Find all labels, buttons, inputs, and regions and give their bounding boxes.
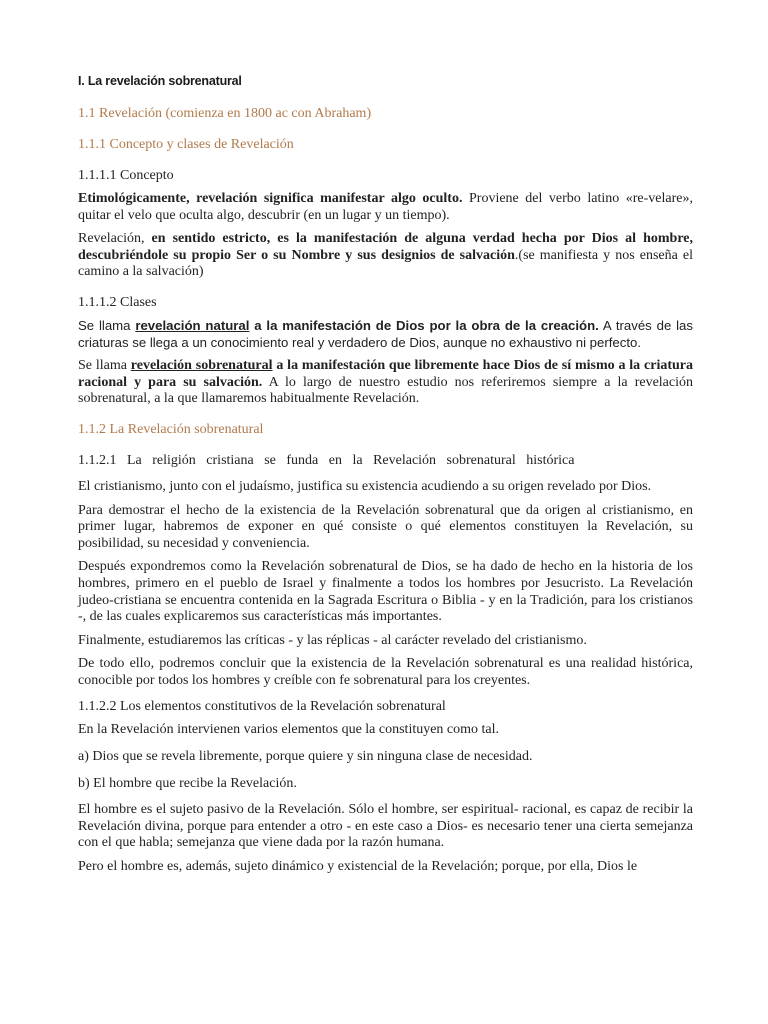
paragraph-text: Revelación, [78,231,152,247]
bold-text: a la manifestación que libremente hace Dios de sí mismo a la criatura racional y para su salvación. [78,358,693,390]
paragraph-cristianismo: El cristianismo, junto con el judaísmo, justifica su existencia acudiendo a su origen revelado por Dios. [78,478,652,494]
paragraph-item-a: a) Dios que se revela libremente, porque quiere y sin ninguna clase de necesidad. [78,749,533,765]
paragraph-etimologia [78,191,693,224]
document-page [78,68,693,883]
paragraph-item-b: b) El hombre que recibe la Revelación. [78,775,297,791]
paragraph-hombre-sujeto-pasivo: El hombre es el sujeto pasivo de la Revelación. Sólo el hombre, ser espiritual- racional, es capaz de recibir la Revelación divina, porque para entender a otro - en este caso a Dios- es necesario tener una cierta semejanza con el que habla; semejanza que viene dada por la razón humana. [78,802,693,851]
section-heading-1-1-1-1: 1.1.1.1 Concepto [78,168,174,183]
section-heading-1-1-2-2: 1.1.2.2 Los elementos constitutivos de la Revelación sobrenatural [78,699,446,715]
section-heading-1-1: 1.1 Revelación (comienza en 1800 ac con Abraham) [78,106,372,121]
paragraph-hombre-sujeto-dinamico: Pero el hombre es, además, sujeto dinámico y existencial de la Revelación; porque, por ella, Dios le [78,859,638,875]
section-heading-1-1-1-2: 1.1.1.2 Clases [78,294,157,310]
paragraph-demostrar: Para demostrar el hecho de la existencia de la Revelación sobrenatural que da origen al cristianismo, en primer lugar, habremos de exponer en qué consiste o qué elementos constituyen la Revelación, su posibilidad, su necesidad y conveniencia. [78,502,693,551]
document-title: I. La revelación sobrenatural [78,74,242,88]
paragraph-text: A través de las criaturas se llega a un conocimiento real y verdadero de Dios, aunque no exhaustivo ni perfecto. [78,317,693,350]
paragraph-revelacion-natural [78,318,693,351]
paragraph-finalmente: Finalmente, estudiaremos las críticas - y las réplicas - al carácter revelado del cristianismo. [78,632,587,648]
paragraph-elementos: En la Revelación intervienen varios elementos que la constituyen como tal. [78,722,500,738]
paragraph-text: Se llama [78,358,131,374]
bold-text: Etimológicamente, revelación significa manifestar algo oculto. [78,191,463,206]
underlined-term: revelación sobrenatural [130,358,273,374]
paragraph-text: Se llama [78,317,136,333]
bold-text: en sentido estricto, es la manifestación de alguna verdad hecha por Dios al hombre, descubriéndole su propio Ser o su Nombre y sus designios de salvación [78,231,693,263]
paragraph-despues: Después expondremos como la Revelación sobrenatural de Dios, se ha dado de hecho en la historia de los hombres, primero en el pueblo de Israel y finalmente a todos los hombres por Jesucristo. La Revelación judeo-cristiana se encuentra contenida en la Sagrada Escritura o Biblia - y en la Tradición, para los cristianos -, de las cuales explicaremos sus características más importantes. [78,559,693,625]
bold-text: a la manifestación de Dios por la obra de la creación. [249,317,599,333]
paragraph-text: .(se manifiesta y nos enseña el camino a la salvación) [78,247,694,280]
section-heading-1-1-1: 1.1.1 Concepto y clases de Revelación [78,137,294,152]
paragraph-conclusion: De todo ello, podremos concluir que la existencia de la Revelación sobrenatural es una realidad histórica, conocible por todos los hombres y creíble con fe sobrenatural para los creyentes. [78,656,693,688]
section-heading-1-1-2-1: 1.1.2.1 La religión cristiana se funda en la Revelación sobrenatural histórica [78,452,575,468]
paragraph-text: A lo largo de nuestro estudio nos referiremos siempre a la revelación sobrenatural, a la que llamaremos habitualmente Revelación. [78,374,693,407]
section-heading-1-1-2: 1.1.2 La Revelación sobrenatural [78,421,264,437]
paragraph-revelacion-definicion [78,231,693,281]
paragraph-text: Proviene del verbo latino «re-velare», quitar el velo que oculta algo, descubrir (en un lugar y un tiempo). [78,191,694,223]
paragraph-revelacion-sobrenatural [78,358,693,408]
underlined-term: revelación natural [135,317,250,333]
